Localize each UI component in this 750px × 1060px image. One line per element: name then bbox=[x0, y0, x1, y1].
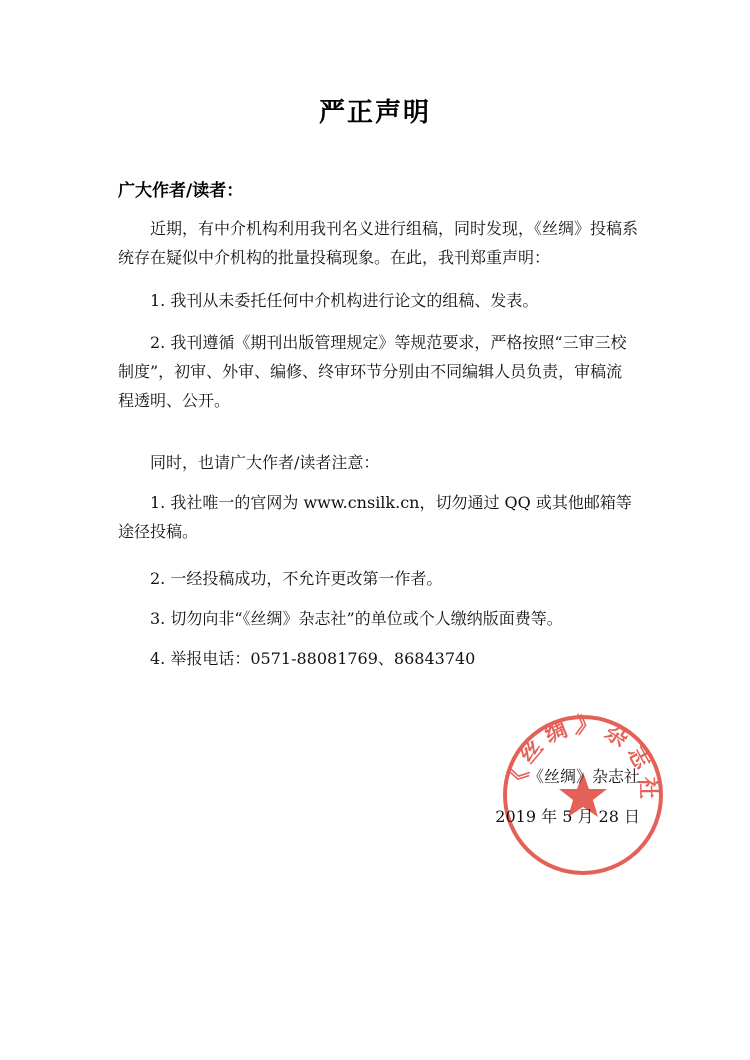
salutation: 广大作者/读者： bbox=[118, 181, 244, 201]
paragraph-notice-2: 2. 一经投稿成功，不允许更改第一作者。 bbox=[150, 569, 443, 588]
paragraph-notice: 同时，也请广大作者/读者注意： bbox=[150, 453, 380, 472]
signature-organization: 《丝绸》杂志社 bbox=[527, 767, 640, 786]
paragraph-notice-1: 1. 我社唯一的官网为 www.cnsilk.cn，切勿通过 QQ 或其他邮箱等途径投稿。 bbox=[118, 493, 632, 541]
paragraph-item-2: 2. 我刊遵循《期刊出版管理规定》等规范要求，严格按照“三审三校制度”，初审、外审、编修、终审环节分别由不同编辑人员负责，审稿流程透明、公开。 bbox=[118, 333, 627, 410]
paragraph-intro: 近期，有中介机构利用我刊名义进行组稿，同时发现，《丝绸》投稿系统存在疑似中介机构的批量投稿现象。在此，我刊郑重声明： bbox=[118, 219, 639, 267]
seal-lettering: 《丝绸》杂志社 bbox=[504, 713, 661, 805]
document-title: 严正声明 bbox=[318, 98, 431, 128]
signature-date: 2019 年 5 月 28 日 bbox=[495, 807, 640, 826]
paragraph-notice-3: 3. 切勿向非“《丝绸》杂志社”的单位或个人缴纳版面费等。 bbox=[150, 609, 563, 628]
paragraph-notice-4: 4. 举报电话：0571-88081769、86843740 bbox=[150, 649, 476, 668]
paragraph-item-1: 1. 我刊从未委托任何中介机构进行论文的组稿、发表。 bbox=[150, 291, 539, 310]
official-seal-stamp bbox=[498, 710, 668, 880]
